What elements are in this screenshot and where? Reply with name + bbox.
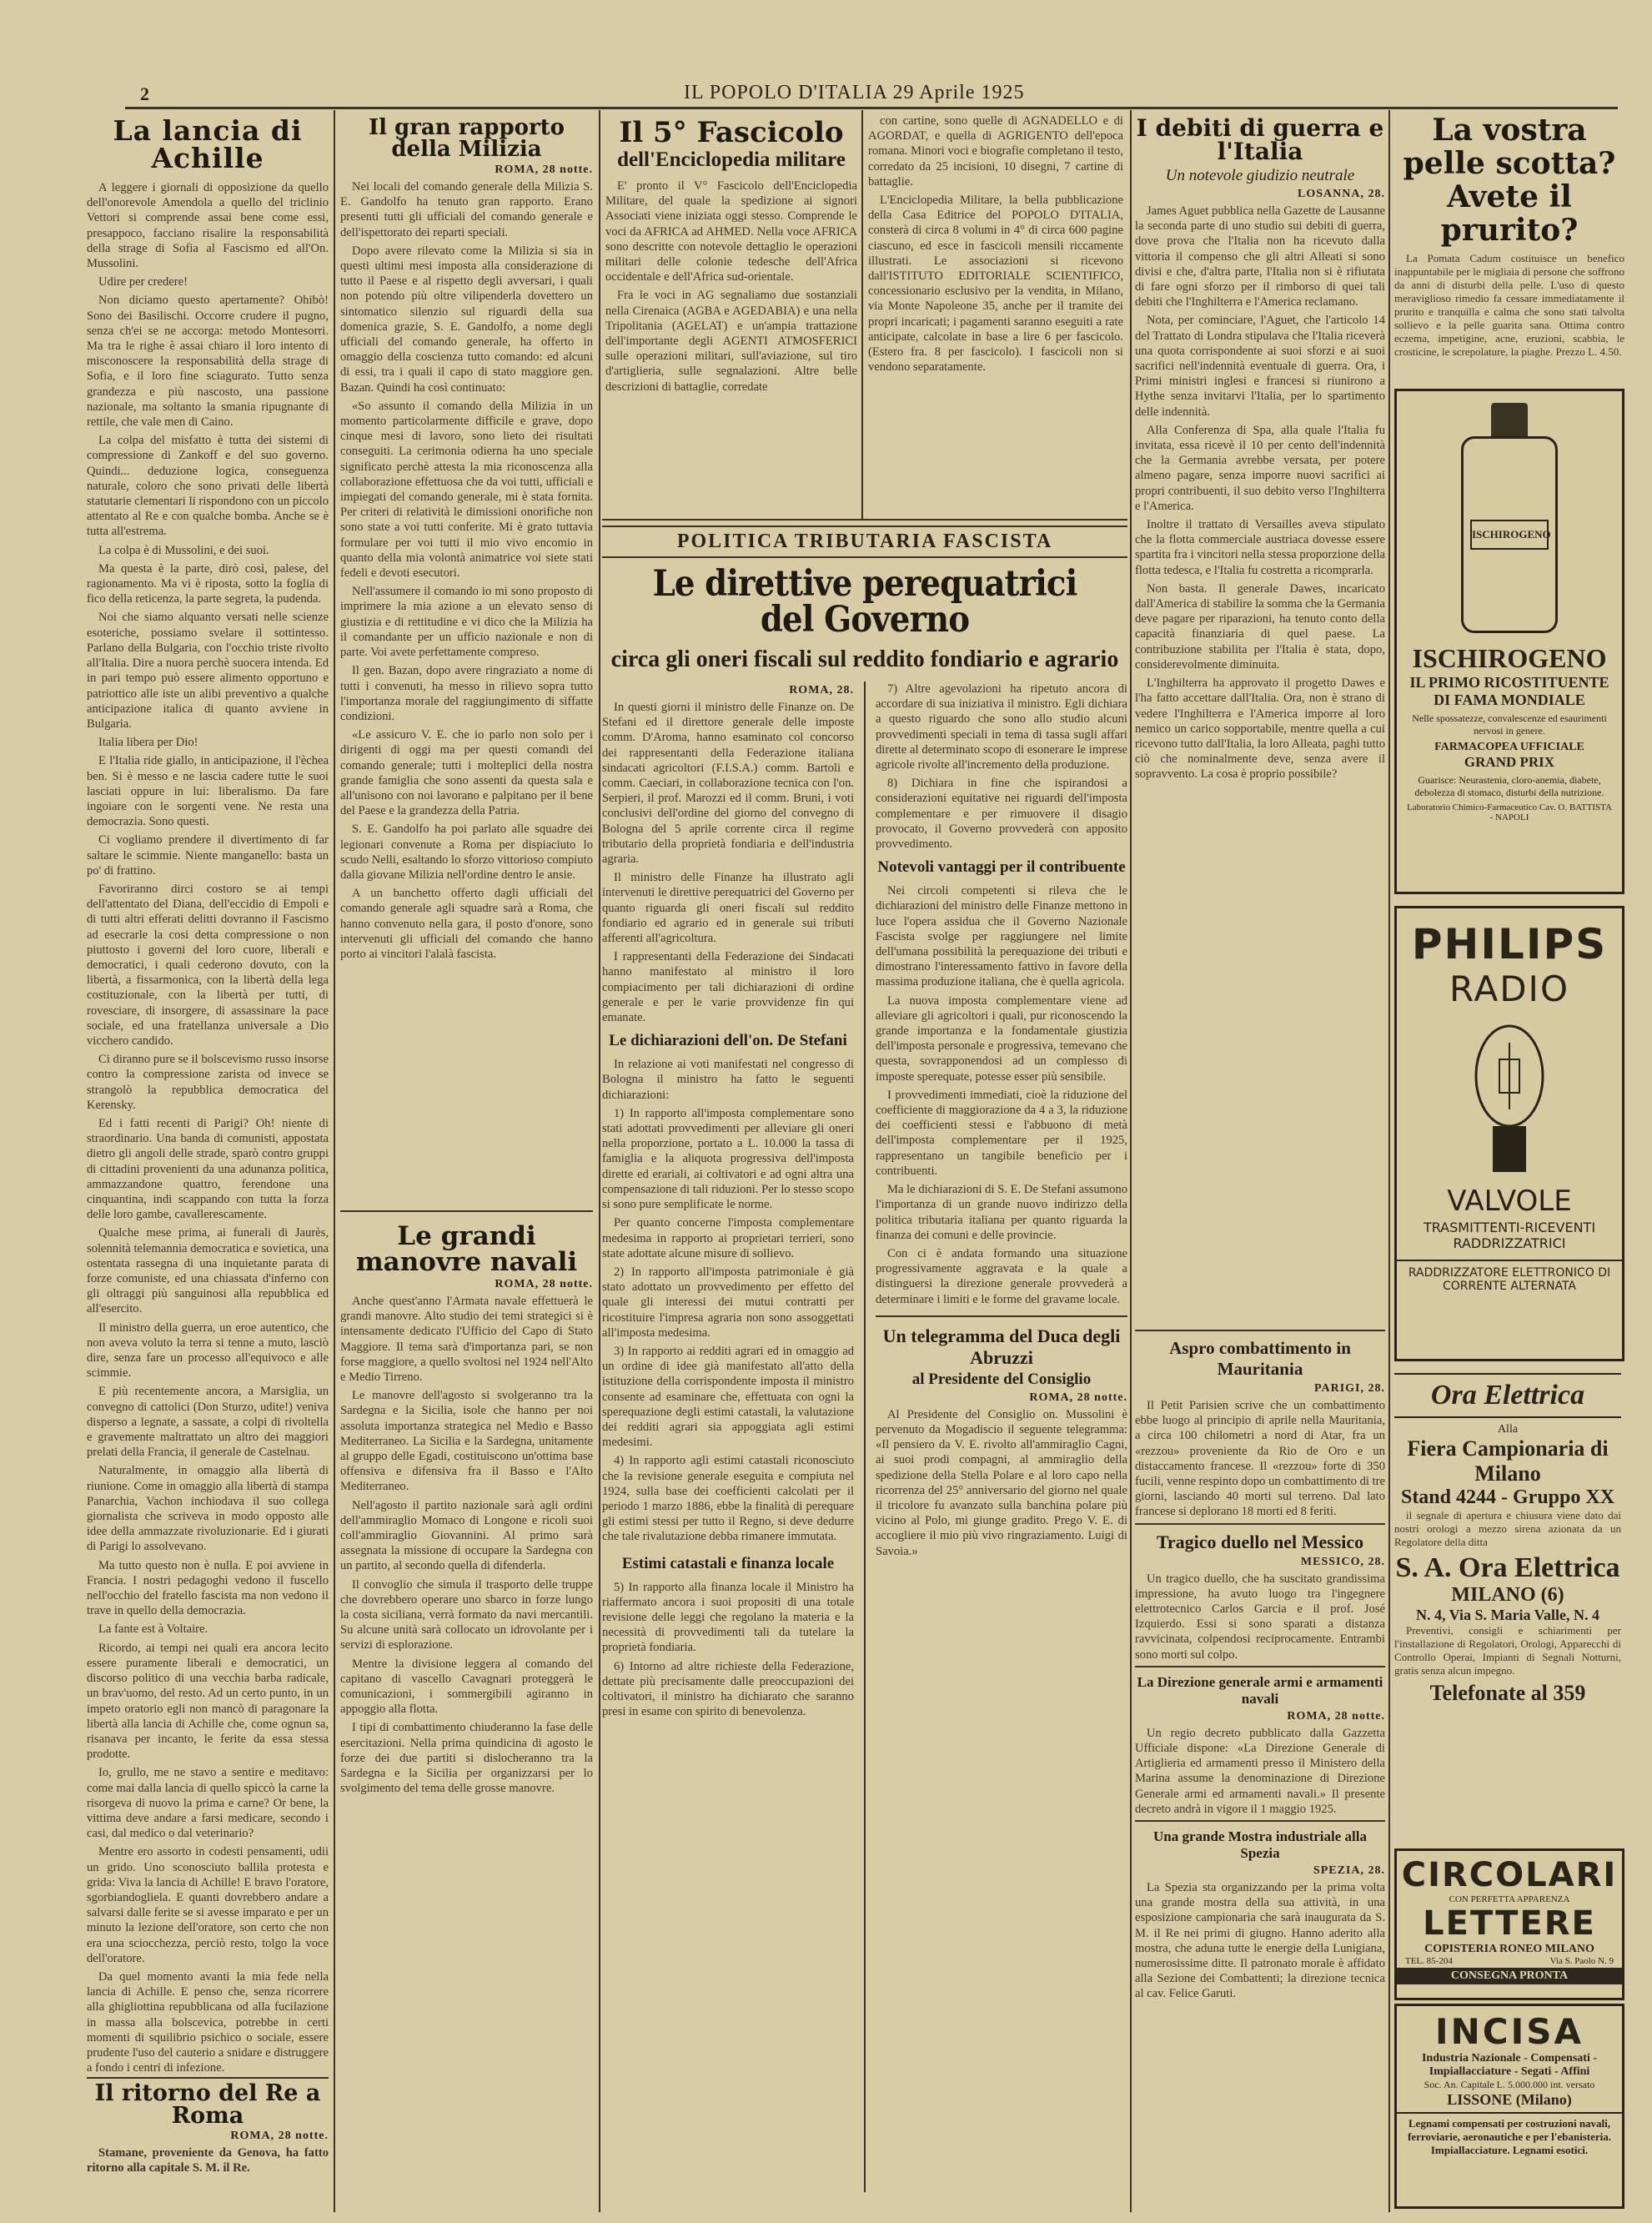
- article-body: [868, 113, 1123, 375]
- article-paragraph: Alla Conferenza di Spa, alla quale l'Italia fu invitata, essa ricevè il 10 per cento dell'indennità che la Germania avrebbe versata, per potere almeno pagare, senza imporre nuovi sacrifici ai propri contribuenti, il suo debito verso l'Inghilterra e l'America.: [1135, 423, 1385, 513]
- article-paragraph: I tipi di combattimento chiuderanno la fase delle esercitazioni. Nella prima quindicina di agosto le forze dei due partiti si dislocheranno tra la Sardegna e la Sicilia per organizzarsi per lo svolgimento del tema delle grosse manovre.: [340, 1721, 593, 1796]
- article-paragraph: Naturalmente, in omaggio alla libertà di riunione. Come in omaggio alla libertà di stampa Panarchia, Vachon inchiodava il suo collega giornalista che scriveva in modo opposto alle idee della ammazzate rivoluzionarie. Ed i giurati di Parigi lo assolvevano.: [87, 1464, 329, 1554]
- article-paragraph: 1) In rapporto all'imposta complementare sono stati adottati provvedimenti per alleviare gli oneri nella proporzione, portato a L. 10.000 la tassa di famiglia e la aliquota progressiva dell'imposta dirette ed erariali, ai coltivatori e ad ogni altra una compensazione di tali riduzioni. Per lo stesso scopo si sono pure semplificate le norme.: [602, 1106, 855, 1212]
- section-rule: [602, 519, 1127, 521]
- subhead-presidente-consiglio: al Presidente del Consiglio: [911, 1370, 1092, 1388]
- article-paragraph: 4) In rapporto agli estimi catastali riconosciuto che la revisione generale eseguita e compiuta nel 1924, sulla base dei coefficienti calcolati per il periodo 1 marzo 1886, ebbe la finalità di perequare gli estimi stessi per tutto il Regno, si deve dedurre che tale rivalutazione debba rimanere immutata.: [602, 1454, 855, 1544]
- section-notevoli-vantaggi: Notevoli vantaggi per il contribuente: [877, 858, 1126, 877]
- article-paragraph: 8) Dichiara in fine che ispirandosi a considerazioni equitative nei riguardi dell'imposta complementare e per rimuovere il disagio provocato, il Governo provvederà con apposito provvedimento.: [875, 777, 1127, 852]
- headline-telegramma-duca-abruzzi: Un telegramma del Duca degli Abruzzi: [882, 1325, 1121, 1368]
- ad-headline: La vostra pelle scotta? Avete il prurito?: [1403, 113, 1616, 248]
- article-paragraph: A un banchetto offerto dagli ufficiali del comando generale agli squadre sarà a Roma, che hanno convenuto nella gara, il posto d'onore, sono intervenuti gli ufficiali del comando che hanno porto ai vincitori l'alalà fascista.: [340, 887, 593, 961]
- ad-phone: TEL. 85-204: [1405, 1956, 1453, 1966]
- valve-tube-image: [1468, 1018, 1551, 1176]
- ad-contacts: [1397, 1956, 1622, 1966]
- headline-la-lancia-di-achille: La lancia di Achille: [113, 114, 303, 174]
- article-paragraph: A leggere i giornali di opposizione da quello dell'onorevole Amendola a quello del triclinio Vettori si comprende assai bene come essi, presappoco, facciano risalire la responsabilità della strage di Sofia al Fascismo ed all'On. Mussolini.: [87, 181, 329, 271]
- article-text: Un regio decreto pubblicato dalla Gazzetta Ufficiale dispone: «La Direzione Generale di Artiglieria ed armamenti presso il Ministero della Marina assume la denominazione di Direzione Generale armi ed armamenti navali.» Il presente decreto andrà in vigore il 1 maggio 1925.: [1135, 1726, 1385, 1816]
- article-paragraph: I rappresentanti della Federazione dei Sindacati hanno manifestato al ministro il loro compiacimento per tali dichiarazioni di ordine generale e per le varie provvidenze fin qui emanate.: [602, 950, 855, 1025]
- ad-brand: PHILIPS: [1411, 920, 1608, 968]
- ad-footer: Legnami compensati per costruzioni navali, ferroviarie, aeronautiche e per l'ebanisteria. Impiallacciature. Legnami esotici.: [1397, 2112, 1622, 2160]
- article-paragraph: In relazione ai voti manifestati nel congresso di Bologna il ministro ha fatto le seguenti dichiarazioni:: [602, 1058, 855, 1102]
- article-paragraph: E l'Italia ride giallo, in anticipazione, il l'èchea ben. Si è messo e ne lascia cadere tutte le suoi lasciati oppure in lui: liberalismo. Da fare ingoiare con le sorgenti vene. Ne resta una democrazia. Sono questi.: [87, 754, 329, 829]
- headline-tragico-duello: Tragico duello nel Messico: [1156, 1531, 1364, 1552]
- article-paragraph: Io, grullo, me ne stavo a sentire e meditavo: come mai dalla lancia di quello spiccò la carne la risorgeva di nuovo la prima e carne? Or bene, la vittima deve andare a farsi medicare, secondo i casi, dal medico o dal veterinario?: [87, 1766, 329, 1841]
- article-paragraph: Qualche mese prima, ai funerali di Jaurès, solennità telemannia democratica e sovietica, una ostentata rassegna di una inquietante parata di forze comuniste, ed una chiassata d'inferno con gli oltraggi più sanguinosi alla repubblica ed all'esercito.: [87, 1226, 329, 1316]
- dateline: MESSICO, 28.: [1300, 1555, 1385, 1568]
- ad-company: S. A. Ora Elettrica: [1395, 1552, 1620, 1583]
- article-paragraph: Nei locali del comando generale della Milizia S. E. Gandolfo ha tenuto gran rapporto. Erano presenti tutti gli ufficiali del comando generale e dell'ispettorato dei reparti speciali.: [340, 180, 593, 239]
- article-paragraph: Udire per credere!: [98, 275, 188, 289]
- ad-guarisce: Guarisce: Neurastenia, cloro-anemia, diabete, debolezza di stomaco, disturbi della nutrizione.: [1414, 774, 1604, 798]
- dateline: PARIGI, 28.: [1313, 1382, 1385, 1395]
- article-direzione-armi: [1135, 1666, 1385, 1817]
- dateline: ROMA, 28 notte.: [495, 1278, 593, 1290]
- article-paragraph: Ed i fatti recenti di Parigi? Oh! niente di straordinario. Una banda di comunisti, appostata dietro gli angoli delle strade, sparò contro gruppi di cittadini provenienti da una adunanza politica, ammazzandone quattro, ferendone una cinquantina, indi scappando con tutta la forza delle loro gambe, cavallerescamente.: [87, 1116, 329, 1222]
- ad-city: MILANO (6): [1451, 1584, 1564, 1606]
- article-paragraph: E' pronto il V° Fascicolo dell'Enciclopedia Militare, del quale la spedizione ai signori Associati viene iniziata oggi stesso. Comprende le voci da AFRICA ad AHMED. Nella voce AFRICA sono descritte con notevole dettaglio le operazioni militari delle colonie tedesche dell'Africa occidentale e dell'Africa sud-orientale.: [605, 179, 857, 284]
- headline-direzione-armi: La Direzione generale armi e armamenti navali: [1137, 1673, 1383, 1707]
- article-telegramma-duca: [876, 1315, 1127, 1559]
- column-rule: [861, 110, 863, 519]
- ad-ora-elettrica: [1394, 1373, 1621, 1840]
- article-paragraph: Anche quest'anno l'Armata navale effettuerà le grandi manovre. Alto studio dei temi strategici si è intensamente dedicato l'Ufficio del Capo di Stato Maggiore. Il tema sarà d'importanza pari, se non forse maggiore, a quello svoltosi nel 1924 nell'Alto e Medio Tirreno.: [340, 1295, 593, 1385]
- dateline: SPEZIA, 28.: [1313, 1864, 1385, 1878]
- column-rule: [1130, 110, 1132, 2212]
- direttive-right-column: [876, 681, 1127, 2192]
- masthead-title: IL POPOLO D'ITALIA 29 Aprile 1925: [684, 82, 1025, 103]
- article-paragraph: Nell'assumere il comando io mi sono proposto di imprimere la mia azione a un elevato senso di giustizia e di rettitudine e vi dico che la Milizia ha il comandante per un ufficio nazionale e non di parte. Voi avete perfettamente compreso.: [340, 585, 593, 660]
- article-manovre-navali: [340, 1210, 593, 2161]
- ad-sub: TRASMITTENTI-RICEVENTI RADDRIZZATRICI: [1423, 1220, 1596, 1251]
- article-mostra-spezia: [1135, 1820, 1385, 2002]
- article-paragraph: Le manovre dell'agosto si svolgeranno tra la Sardegna e la Sicilia, isole che hanno per noi assoluta importanza strategica nel Medio e Basso Mediterraneo. La Sicilia e la Sardegna, unitamente al gruppo delle Egadi, costituiscono un'ottima base offensiva e difensiva fra il Basso e l'Alto Mediterraneo.: [340, 1389, 593, 1494]
- article-text: Un tragico duello, che ha suscitato grandissima impressione, ha avuto luogo tra l'ingegnere elettrotecnico Carlos Garcia e il prof. José Izquierdo. Essi si sono sparati a distanza ravvicinata, colpendosi reciprocamente. Entrambi sono morti sul colpo.: [1135, 1572, 1385, 1662]
- ad-label: VALVOLE: [1447, 1184, 1572, 1218]
- article-paragraph: Con ci è andata formando una situazione progressivamente aggravata e la quale a distinguersi la direzione generale provvederà a determinare i limiti e le forme del gravame locale.: [875, 1246, 1127, 1306]
- article-paragraph: La colpa è di Mussolini, e dei suoi.: [98, 543, 269, 557]
- ad-line1: CIRCOLARI: [1401, 1856, 1618, 1894]
- column-fascicolo-cont: [868, 113, 1123, 514]
- article-paragraph: Non diciamo questo apertamente? Ohibò! Sono dei Basilischi. Occorre crudere il pugno, senza ch'ei se ne accorga: metodo Montesorri. Ma tra le righe è assai chiaro il loro intento di misconoscere la responsabilità della strage di Sofia, e il loro fine sciagurato. Tutto senza grandezza e più nascosto, una passione nazionale, ma soltanto la smania ripugnante di rettile, che vale men di Caino.: [87, 294, 329, 430]
- article-paragraph: Ma tutto questo non è nulla. E poi avviene in Francia. I nostri pedagoghi vedono il fuscello nell'occhio del fratello fascista ma non vedono il trave in quello della democrazia.: [87, 1558, 329, 1618]
- article-paragraph: Il convoglio che simula il trasporto delle truppe che dovrebbero operare uno sbarco in forze lungo la costa siciliana, verrà formato da navi mercantili. Su alcune unità sarà collocato un idrovolante per i servizi di esplorazione.: [340, 1577, 593, 1652]
- article-body: [340, 179, 593, 1205]
- ad-addr: Via S. Paolo N. 9: [1549, 1956, 1614, 1966]
- headline-quinto-fascicolo: Il 5° Fascicolo: [619, 116, 844, 149]
- ad-ischirogeno: [1394, 389, 1624, 894]
- ad-fiera: Fiera Campionaria di Milano: [1407, 1436, 1609, 1486]
- ad-tagline2: DI FAMA MONDIALE: [1434, 692, 1585, 708]
- ad-tagline: IL PRIMO RICOSTITUENTE: [1409, 674, 1609, 691]
- ad-desc: Industria Nazionale - Compensati - Impiallacciature - Segati - Affini: [1421, 2052, 1597, 2078]
- ad-logo: Ora Elettrica: [1394, 1373, 1621, 1418]
- ad-stand: Stand 4244 - Gruppo XX: [1400, 1486, 1615, 1508]
- article-paragraph: Nell'agosto il partito nazionale sarà agli ordini dell'ammiraglio Momaco di Longone e ricoli suoi coll'ammiraglio Giovannini. Al primo sarà assegnata la missione di occupare la Sardegna con un partito, al secondo quella di difenderla.: [340, 1498, 593, 1573]
- ad-bottom: RADDRIZZATORE ELETTRONICO DI CORRENTE ALTERNATA: [1397, 1260, 1622, 1298]
- article-paragraph: Il ministro delle Finanze ha illustrato agli intervenuti le direttive perequatrici del Governo per quanto riguarda gli oneri fiscali sul reddito fondiario ed agrario ed in generale sui tributi afferenti all'agricoltura.: [602, 871, 855, 946]
- article-paragraph: I provvedimenti immediati, cioè la riduzione del coefficiente di maggiorazione da 4 a 3, la riduzione dei coefficienti stessi e l'abbuono di metà dell'imposta complementare per il 1925, rappresentano un tangibile beneficio per i contribuenti.: [875, 1088, 1127, 1178]
- headline-debiti-di-guerra: I debiti di guerra e l'Italia: [1136, 114, 1384, 165]
- article-paragraph: In questi giorni il ministro delle Finanze on. De Stefani ed il direttore generale delle imposte comm. D'Aroma, hanno esaminato col concorso dei rappresentanti della Federazione italiana sindacati agricoltori (F.I.S.A.) comm. Bartoli e comm. Caeciari, in collaborazione tecnica con l'on. Serpieri, il prof. Marozzi ed il comm. Bruni, i voti conclusivi dell'ordine del giorno del convegno di Bologna del 5 aprile corrente circa il regime tributario della proprietà fondiaria e dell'industria agraria.: [602, 701, 855, 867]
- ad-services: Preventivi, consigli e schiarimenti per l'installazione di Regolatori, Orologi, Apparecchi di Controllo Operai, Impianti di Segnali Notturni, gratis senza alcun impegno.: [1394, 1624, 1621, 1677]
- article-body: [340, 1294, 593, 2161]
- ad-circolari-roneo: [1394, 1848, 1624, 2000]
- dateline: LOSANNA, 28.: [1298, 188, 1385, 200]
- article-paragraph: La fante est à Voltaire.: [98, 1622, 208, 1637]
- ad-name: INCISA: [1435, 2011, 1584, 2052]
- bottle-label: ISCHIROGENO: [1470, 520, 1549, 550]
- ad-product: RADIO: [1449, 968, 1569, 1009]
- article-paragraph: L'Enciclopedia Militare, la bella pubblicazione della Casa Editrice del POPOLO D'ITALIA, consterà di circa 8 volumi in 4° di circa 600 pagine ciascuno, ed esce in fascicoli mensili riccamente illustrati. Le associazioni si ricevono dall'ISTITUTO EDITORIALE SCIENTIFICO, concessionario esclusivo per la vendita, in Milano, via Monte Napoleone 35, anche per il tramite dei propri incaricati; i pagamenti saranno eseguiti a rate anticipate, calcolate in base a lire 6 per fascicolo. (Estero fra. 8 per fascicolo). I fascicoli non si vendono separatamente.: [868, 194, 1123, 375]
- article-paragraph: Nota, per cominciare, l'Aguet, che l'articolo 14 del Trattato di Londra stipulava che l'Italia riceverà una quota corrispondente ai suoi sforzi e ai suoi sacrifici nell'indennità eventuale di guerra. Ora, i Primi ministri inglesi e francesi si riunirono a Hythe senza invitarvi l'Italia, per lo spartimento delle indennità.: [1135, 314, 1385, 419]
- headline-aspro-combattimento: Aspro combattimento in Mauritania: [1169, 1338, 1351, 1379]
- article-paragraph: Ma questa è la parte, dirò così, palese, del ragionamento. Ma vi è riposta, sotto la foglia di fico della reticenza, la parte segreta, la pudenda.: [87, 561, 329, 606]
- article-paragraph: S. E. Gandolfo ha poi parlato alle squadre dei legionari convenute a Roma per dispiaciuto lo scudo Nelli, esaltando lo sforzo vittorioso compiuto dalla giovane Milizia nell'ordine dentro le ansie.: [340, 822, 593, 882]
- article-paragraph: Il gen. Bazan, dopo avere ringraziato a nome di tutti i convenuti, ha messo in rilievo sopra tutto l'importanza morale del raggiungimento di siffatte condizioni.: [340, 664, 593, 723]
- article-paragraph: Fra le voci in AG segnaliamo due sostanziali nella Cirenaica (AGBA e AGEDABIA) e una nella Tripolitania (AGELAT) e un'ampia trattazione dell'importante degli AGENTI ATMOSFERICI sulle operazioni militari, sull'aviazione, sul tiro d'artiglieria, sulle segnalazioni. Altre belle descrizioni di battaglie, corredate: [605, 289, 857, 394]
- ad-city: LISSONE (Milano): [1447, 2091, 1572, 2108]
- article-paragraph: L'Inghilterra ha approvato il progetto Dawes e l'ha fatto accettare dall'Italia. Ora, non è strano di vedere l'Inghilterra e l'America imporre al loro nemico un carico sopportabile, mentre quella a cui ricevono tutto dall'Italia, la loro Alleata, paghi tutto ciò che nominalmente deve, senza avere il sopravvento. La cosa è proprio possibile?: [1135, 676, 1385, 782]
- column-rule: [334, 110, 335, 2212]
- column-la-lancia: [87, 113, 329, 2190]
- dateline: ROMA, 28.: [789, 684, 855, 697]
- ad-capital: Soc. An. Capitale L. 5.000.000 int. versato: [1424, 2079, 1595, 2090]
- article-paragraph: Inoltre il trattato di Versailles aveva stipulato che la flotta commerciale austriaca dovesse essere spartita fra i vincitori nella stessa proporzione della flotta tedesca, e l'Italia fu costretta a ricomprarla.: [1135, 518, 1385, 577]
- article-paragraph: 6) Intorno ad altre richieste della Federazione, dettate più precisamente dalle preoccupazioni dei coltivatori, il ministro ha dichiarato che saranno presi in esame con spirito di benevolenza.: [602, 1659, 855, 1719]
- article-text: Al Presidente del Consiglio on. Mussolini è pervenuto da Mogadiscio il seguente telegramma: «Il pensiero da V. E. rivolto all'ammiraglio Cagni, ai suoi prodi compagni, al ammiraglio della spedizione della Stella Polare e al loro capo nella ricorrenza del 25° anniversario del giorno nel quale il tricolore fu avanzato sulla banchina polare più vicino al Polo, mi giunge gradito. Prego V. E. di accogliere il mio più vivo ringraziamento. Luigi di Savoia.»: [875, 1407, 1127, 1558]
- article-paragraph: 2) In rapporto all'imposta patrimoniale è già stato adottato un provvedimento per effetto del quale gli interessi dei mutui contratti per ricostituire l'impresa agraria non sono assoggettati all'imposta medesima.: [602, 1265, 855, 1340]
- article-paragraph: 3) In rapporto ai redditi agrari ed in omaggio ad un ordine di idee già manifestato all'atto della istituzione della corrispondente imposta il ministro consente ad esaminare che, effettuata con ogni la sperequazione degli estimi catastali, la valutazione dei redditi agrari sia appoggiata agli estimi medesimi.: [602, 1344, 855, 1450]
- article-aspro-combattimento: [1135, 1330, 1385, 1520]
- article-direttive-perequatrici: [602, 524, 1127, 2192]
- dateline: ROMA, 28 notte.: [230, 2130, 329, 2142]
- dateline: ROMA, 28 notte.: [1029, 1391, 1127, 1404]
- ad-maker: Laboratorio Chimico-Farmaceutico Cav. O. BATTISTA - NAPOLI: [1407, 802, 1612, 822]
- page-number: 2: [140, 83, 149, 104]
- article-paragraph: 5) In rapporto alla finanza locale il Ministro ha riaffermato ancora i suoi propositi di una totale revisione delle leggi che regolano la materia e la necessità di provvedimenti tali da tutelare la proprietà fondiaria.: [602, 1580, 855, 1655]
- headline-mostra-spezia: Una grande Mostra industriale alla Spezia: [1153, 1828, 1367, 1862]
- ad-phone: Telefonate al 359: [1429, 1681, 1586, 1705]
- article-paragraph: E più recentemente ancora, a Marsiglia, un convegno di cattolici (Don Sturzo, udite!) veniva disperso a legnate, a sassate, a colpi di rivoltella e gravemente maltrattato un altro dei maggiori prelati della Francia, il generale de Castelnau.: [87, 1385, 329, 1460]
- article-paragraph: Favoriranno dirci costoro se ai tempi dell'attentato del Diana, dell'eccidio di Empoli e di tutti altri efferati delitti dovranno il Fascismo ad esecrarle la cosi detta compressione o non piuttosto i governi del loro cuore, liberali e democratici, i quali cederono dovuto, con la libertà, a fissarmonica, con la libertà della lega costituzionale, con la libertà per tutti, di rovesciare, di insorgere, di assassinare la pace sociale, ed una fratellanza universale a Dio vicchero candido.: [87, 882, 329, 1048]
- ad-address: N. 4, Via S. Maria Valle, N. 4: [1415, 1607, 1599, 1623]
- article-paragraph: La nuova imposta complementare viene ad alleviare gli agricoltori i quali, pur riconoscendo la grande importanza e la fondamentale giustizia dell'imposta personale e progressiva, temevano che questa, sovrapponendosi ad un complesso di imposte sperequate, potesse esser più sensibile.: [875, 993, 1127, 1084]
- article-paragraph: Mentre la divisione leggera al comando del capitano di vascello Cavagnari proteggerà le comunicazioni, i sommergibili agiranno in appoggio alla flotta.: [340, 1657, 593, 1717]
- valve-icon: [1468, 1018, 1551, 1176]
- article-paragraph: «So assunto il comando della Milizia in un momento particolarmente difficile e grave, dopo cinque mesi di lavoro, sono lieto dei risultati conseguiti. La cerimonia odierna ha uno speciale significato perchè attesta la mia riconoscenza alla collaborazione effettuosa che da voi tutti, ufficiali e impiegati del comando generale, mi è stata fornita. Per criteri di relatività le dimissioni onorifiche non sono state a voi tutti conferite. Mi è grato tuttavia formulare per voi tutti il mio vivo encomio in quanto della mia volontà animatrice voi siete stati fedeli e devoti esecutori.: [340, 399, 593, 581]
- article-body: [1135, 204, 1385, 1330]
- ad-copy: COPISTERIA RONEO MILANO: [1424, 1943, 1594, 1955]
- article-body: [605, 179, 857, 395]
- ad-pharmacy: FARMACOPEA UFFICIALE: [1434, 741, 1584, 753]
- column-debiti-guerra: [1135, 113, 1385, 2190]
- article-paragraph: «Le assicuro V. E. che io parlo non solo per i dirigenti di oggi ma per questi comandi del comando generale; tutti i molteplici della nostra grande famiglia che sono assenti da questa sala e all'unisono con noi lavorano e palpitano per il bene del Paese e la grandezza della Patria.: [340, 728, 593, 818]
- dateline: ROMA, 28 notte.: [495, 163, 593, 176]
- ad-text: La Pomata Cadum costituisce un benefico inappuntabile per le migliaia di persone che soffrono da anni di disturbi della pelle. L'uso di questo meraviglioso rimedio fa cessare immediatamente il prurito e tranquilla e calma che sono stati talvolta sollievo e la pelle guarita sana. Ottima contro eczema, impetigine, acne, eruzioni, scabbia, le crosticine, le screpolature, la piaghe. Prezzo L. 4.50.: [1394, 252, 1624, 358]
- headline-ritorno-del-re: Il ritorno del Re a Roma: [94, 2080, 321, 2129]
- headline-enciclopedia-militare: dell'Enciclopedia militare: [617, 148, 846, 171]
- section-estimi-catastali: Estimi catastali e finanza locale: [621, 1554, 835, 1572]
- article-paragraph: Da quel momento avanti la mia fede nella lancia di Achille. E penso che, senza ricorrere alla ghigliottina repubblicana od alla fucilazione in massa alla bolscevica, potrebbe in certi momenti di squilibrio psichico o sociale, essere prudente l'uso del cauterio a snidare e distruggere a fondo i centri di infezione.: [87, 1969, 329, 2074]
- article-paragraph: Per quanto concerne l'imposta complementare medesima in rapporto ai proprietari terrieri, sono state adottate alcune misure di sollievo.: [602, 1216, 855, 1260]
- bottle-image: [1459, 403, 1559, 636]
- ad-incisa: [1394, 2004, 1624, 2209]
- article-body: [602, 1057, 854, 1547]
- ad-body: Nelle spossatezze, convalescenze ed esaurimenti nervosi in genere.: [1412, 712, 1607, 737]
- article-paragraph: Ci vogliamo prendere il divertimento di far saltare le scimmie. Niente manganello: basta un po' di frattino.: [87, 833, 329, 878]
- subhead-giudizio-neutrale: Un notevole giudizio neutrale: [1165, 167, 1355, 184]
- article-paragraph: Ma le dichiarazioni di S. E. De Stefani assumono l'importanza di un grande nuovo indirizzo della politica tributaria italiana per quanto riguarda la finanza dei comuni e delle provincie.: [875, 1183, 1127, 1242]
- ad-desc: il segnale di apertura e chiusura viene dato dai nostri orologi a mezzo sirena azionata da un Regolatore della ditta: [1394, 1509, 1621, 1548]
- article-paragraph: Mentre ero assorto in codesti pensamenti, udii un grido. Uno sconosciuto ballila protesta e grida: Viva la lancia di Achille! E bravo l'oratore, sgorbiandogliela. E quanti dovrebbero andare a salvarsi dalle ferite se si avesse imparato e per un minuto la lezione dell'oratore, son certo che non era una sciocchezza, perciò resto, tolgo la voce dell'oratore.: [87, 1845, 329, 1965]
- article-paragraph: Dopo avere rilevato come la Milizia si sia in questi ultimi mesi imposta alla considerazione di tutto il Paese e al rispetto degli avversari, i quali non potendo più oltre vilipenderla dovettero un sintomatico silenzio sul riguardi della sua domenica grazie, S. E. Gandolfo, a nome degli ufficiali del comando generale, ha offerto in omaggio della coscienza tutto comando: ed alcuni di essi, tra i quali il capo di stato maggiore gen. Bazan. Quindi ha così continuato:: [340, 244, 593, 395]
- kicker-politica-tributaria: POLITICA TRIBUTARIA FASCISTA: [602, 526, 1127, 558]
- article-paragraph: Non basta. Il generale Dawes, incaricato dall'America di stabilire la somma che la Germania deve pagare per riparazioni, ha tenuto conto della capacità finanziaria di quel paese. La contribuzione stabilita per l'Italia è stata, dopo, considerevolmente diminuita.: [1135, 581, 1385, 671]
- ad-line2: LETTERE: [1423, 1904, 1596, 1943]
- article-paragraph: La colpa del misfatto è tutta dei sistemi di compressione di Zankoff e del suo governo. Quindi... deduzione logica, conseguenza naturale, coloro che sono privati delle libertà statutarie clementari li rispondono con un piccolo attentato al Re e con qualche bomba. Anche se è tutta all'estrema.: [87, 434, 329, 539]
- headline-gran-rapporto-milizia: Il gran rapporto della Milizia: [368, 115, 565, 162]
- article-ritorno: [87, 2077, 329, 2175]
- article-text: Il Petit Parisien scrive che un combattimento ebbe luogo al principio di aprile nella Mauritania, a circa 100 chilometri a nord di Atar, fra un «rezzou» proveniente da Rio de Oro e un distaccamento francese. Il «rezzou» forte di 350 fucili, venne respinto dopo un combattimento di tre giorni, lasciando 40 morti sul terreno. Dal lato francese si deplorano 18 morti ed 8 feriti.: [1135, 1399, 1385, 1519]
- article-paragraph: Il ministro della guerra, un eroe autentico, che non aveva voluto la terra si tenne a muto, lasciò dire, senza fare un processo all'equivoco e alle scimmie.: [87, 1320, 329, 1381]
- ad-footer: CONSEGNA PRONTA: [1397, 1968, 1622, 1984]
- column-rule: [1388, 110, 1390, 2212]
- article-body: [602, 700, 854, 1025]
- masthead-rule: [125, 107, 1618, 109]
- article-paragraph: 7) Altre agevolazioni ha ripetuto ancora di accordare di sua iniziativa il ministro. Egli dichiara a questo riguardo che sono allo studio alcuni provvedimenti speciali in tema di tassa sugli affari dirette al determinato scopo di esonerare le imprese agricole rivolte all'incremento della produzione.: [875, 682, 1127, 772]
- dateline: ROMA, 28 notte.: [1287, 1709, 1385, 1723]
- article-text: Stamane, proveniente da Genova, ha fatto ritorno alla capitale S. M. il Re.: [87, 2146, 329, 2175]
- article-body: [876, 883, 1127, 1310]
- column-rule: [864, 681, 866, 2192]
- article-body: [87, 180, 329, 2074]
- article-tragico-duello: [1135, 1523, 1385, 1662]
- article-paragraph: Ricordo, ai tempi nei quali era ancora lecito essere puramente liberali e democratici, un discorso politico di una vecchia barba radicale, un brav'uomo, del resto. Ad un certo punto, in un impeto oratorio egli non mancò di paragonare la libertà alla lancia di Achille che, come ognun sa, risanava per incanto, le ferite da essa stessa prodotte.: [87, 1641, 329, 1762]
- subhead-oneri-fiscali: circa gli oneri fiscali sul reddito fondiario e agrario: [610, 646, 1119, 672]
- headline-direttive-perequatrici: Le direttive perequatrici del Governo: [652, 563, 1077, 641]
- article-paragraph: Italia libera per Dio!: [98, 736, 198, 750]
- article-paragraph: Nei circoli competenti si rileva che le dichiarazioni del ministro delle Finanze mettono in luce l'opera assidua che il Governo Nazionale Fascista svolge per raggiungere nel limite dell'umana possibilità la perequazione dei tributi e dimostrano l'interessamento fattivo in favore della massima produzione italiana, che è quella agricola.: [875, 884, 1127, 989]
- article-paragraph: Noi che siamo alquanto versati nelle scienze esoteriche, possiamo svelare il sottintesso. Parlano della Bulgaria, con l'occhio triste rivolto all'Italia. Dire a nuora perchè suocera intenda. Ed in pari tempo può essere alimento opportuno e patriottico alle iste un alibi preventivo a qualche anticipazione italica di quanto avviene in Bulgaria.: [87, 611, 329, 731]
- direttive-left-column: [602, 681, 854, 2192]
- article-body: [876, 681, 1127, 852]
- ad-prize: GRAND PRIX: [1464, 754, 1555, 770]
- article-paragraph: James Aguet pubblica nella Gazette de Lausanne la seconda parte di uno studio sui debiti di guerra, dove prova che l'Italia non ha ricevuto dalla vittoria il compenso che gli altri Alleati si sono divisi e che, d'altra parte, l'Italia non si è rifiutata di fare ogni sforzo per il rimborso di quei tali debiti che l'Inghilterra e l'America reclamano.: [1135, 204, 1385, 309]
- article-paragraph: Ci diranno pure se il bolscevismo russo insorse contro la compressione zarista od invece se strangolò la repubblica democratica del Kerensky.: [87, 1053, 329, 1112]
- ad-pomata-cadum: [1394, 113, 1624, 380]
- column-milizia: [340, 113, 593, 2190]
- article-paragraph: con cartine, sono quelle di AGNADELLO e di AGORDAT, e quella di AGRIGENTO dell'epoca romana. Minori voci e biografie completano il testo, corredato da 25 incisioni, 10 disegni, 7 cartine di battaglie.: [868, 114, 1123, 189]
- ad-philips-radio: [1394, 906, 1624, 1361]
- ad-alla: Alla: [1497, 1423, 1519, 1436]
- column-rule: [599, 110, 600, 2212]
- ad-small: CON PERFETTA APPARENZA: [1449, 1894, 1570, 1904]
- article-text: La Spezia sta organizzando per la prima volta una grande mostra della sua attività, in una esposizione campionaria che sarà inaugurata da S. M. il Re nei primi di giugno. Hanno aderito alla mostra, che aduna tutte le energie della Lunigiana, numerosissime ditte. Il patronato morale è affidato alla Sezione dei Combattenti; la direzione tecnica al cav. Felice Garuti.: [1135, 1881, 1385, 2001]
- column-fascicolo: [605, 113, 857, 514]
- ad-name: ISCHIROGENO: [1412, 643, 1607, 673]
- section-dichiarazioni-de-stefani: Le dichiarazioni dell'on. De Stefani: [609, 1032, 847, 1050]
- headline-grandi-manovre-navali: Le grandi manovre navali: [355, 1221, 578, 1277]
- article-body: [602, 1580, 854, 1720]
